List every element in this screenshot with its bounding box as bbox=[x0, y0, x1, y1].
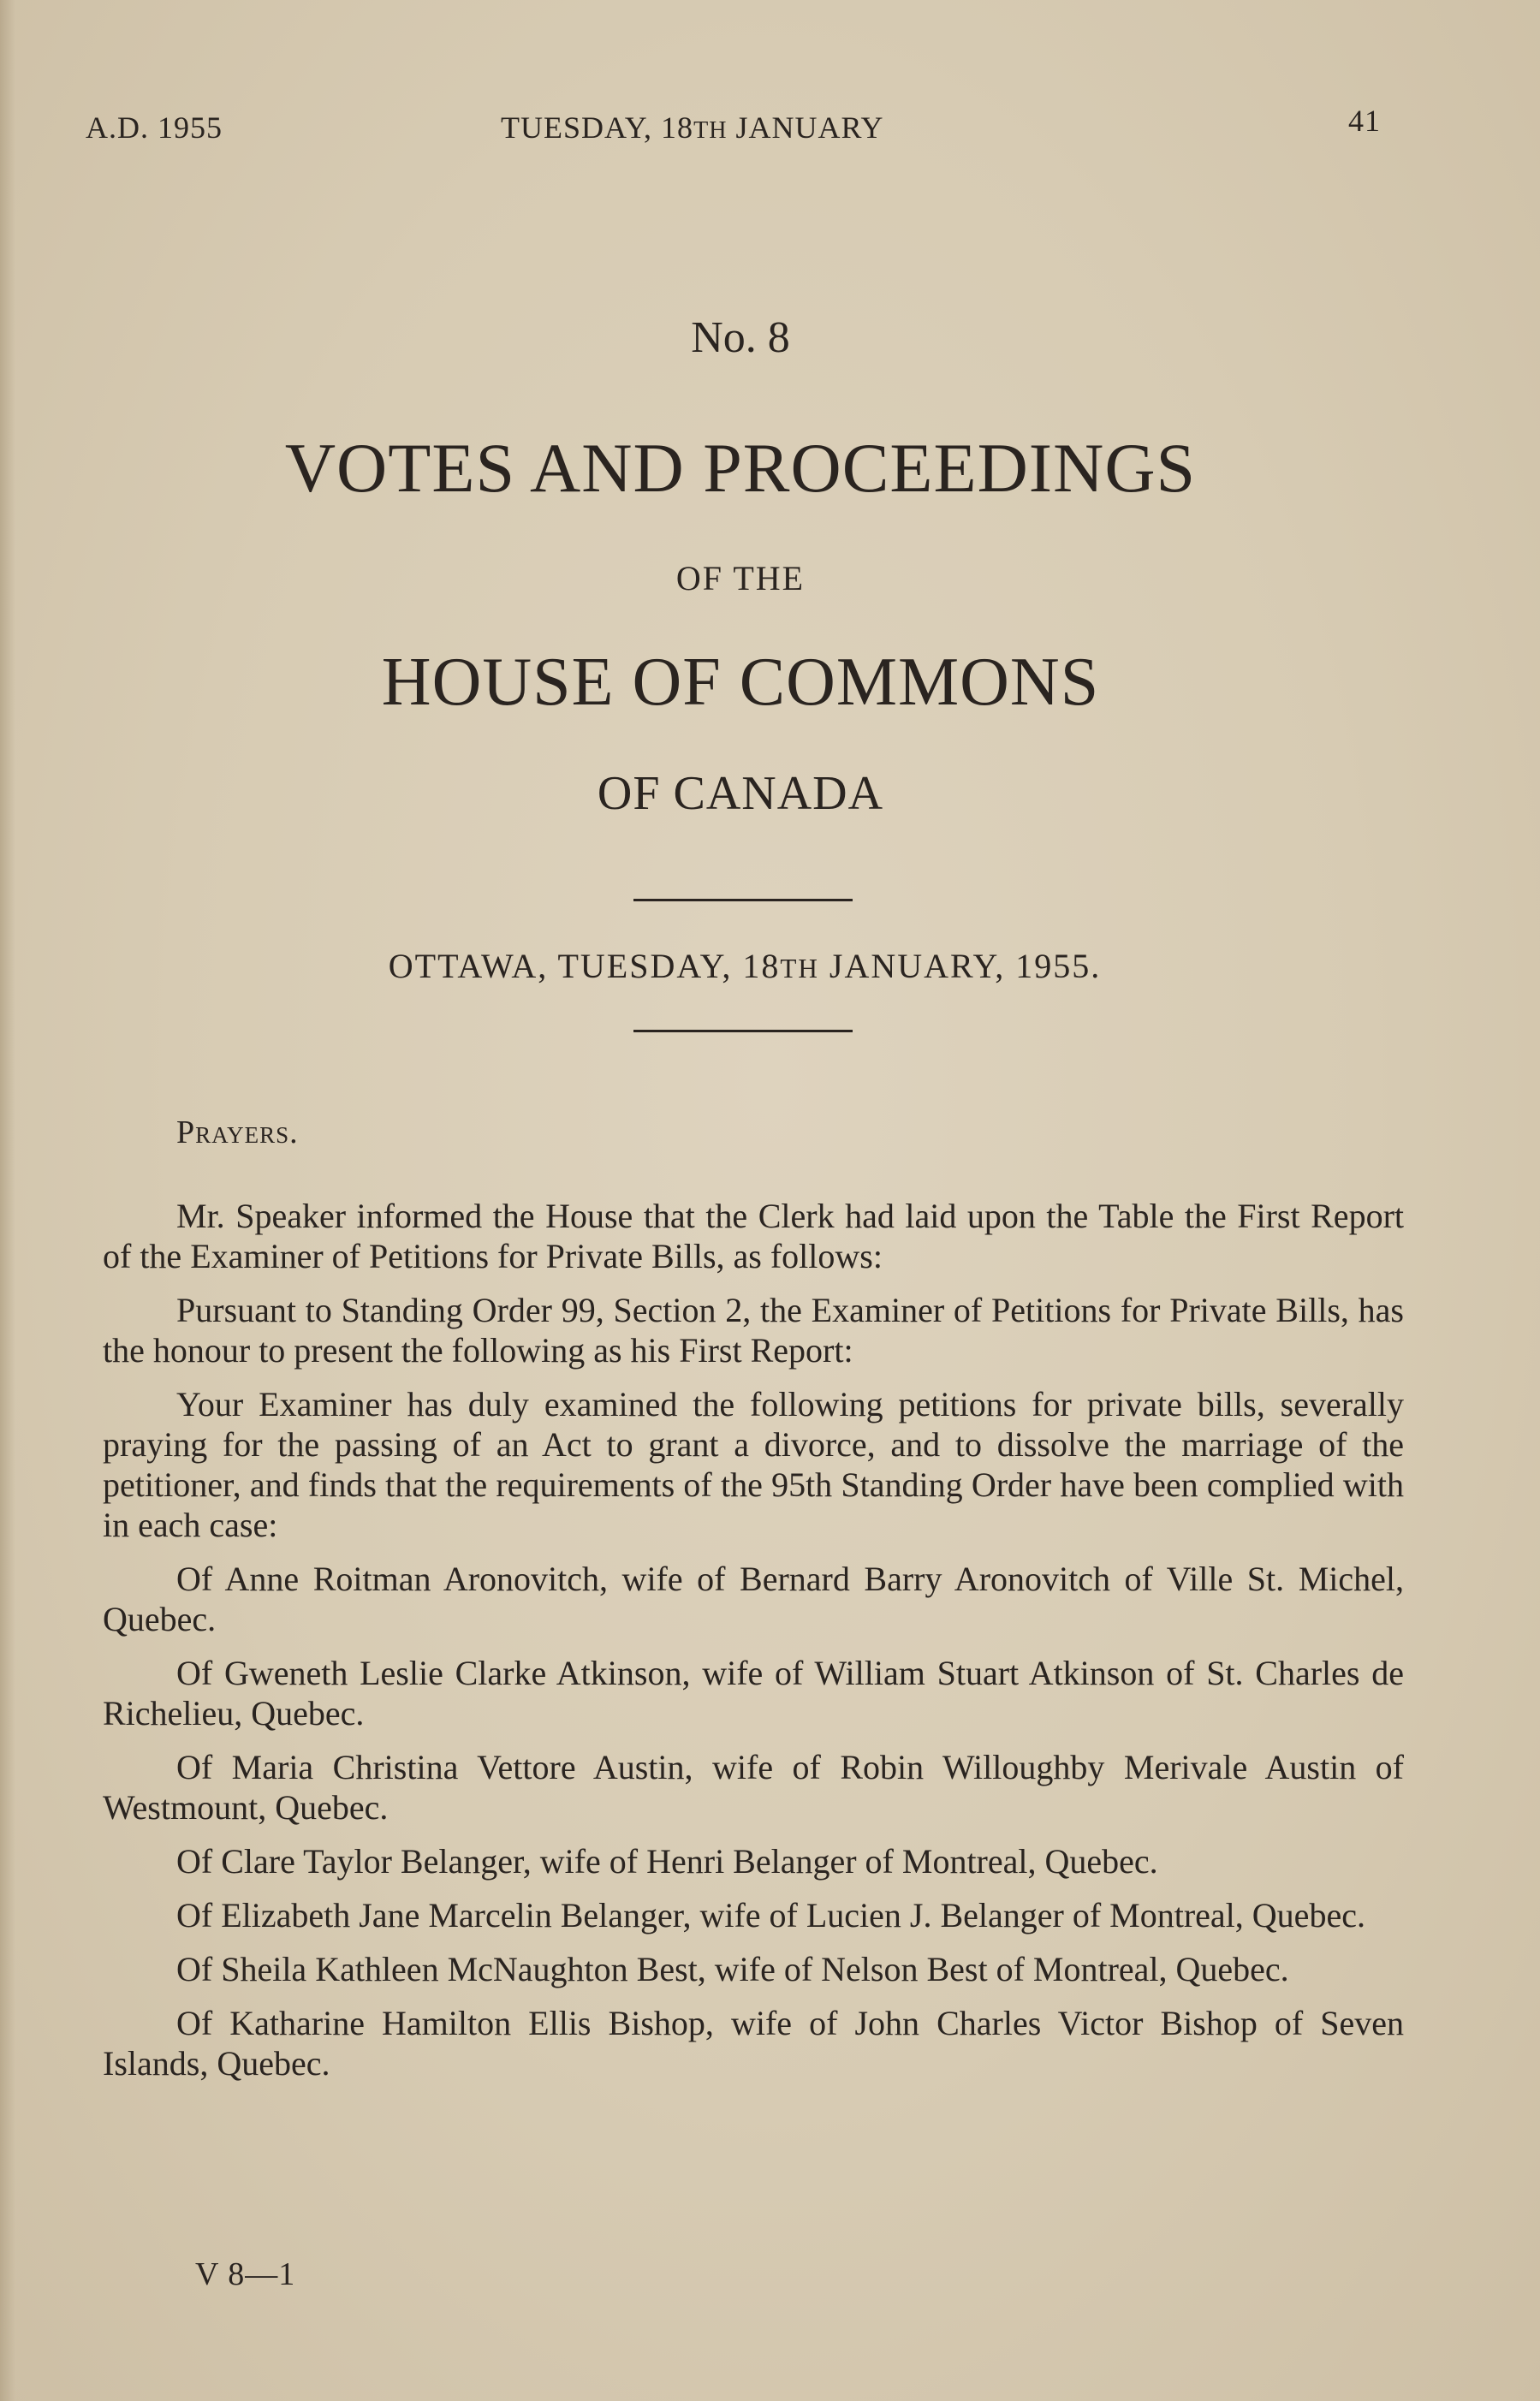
petition-entry: Of Clare Taylor Belanger, wife of Henri Belanger of Montreal, Quebec. bbox=[176, 1842, 1158, 1881]
running-head-date-suffix: TH bbox=[693, 117, 728, 144]
dateline-suffix: TH bbox=[780, 954, 819, 984]
paragraph: Pursuant to Standing Order 99, Section 2, the Examiner of Petitions for Private Bills, has the honour to present the following as his First Report: bbox=[103, 1291, 1404, 1370]
subtitle-house: HOUSE OF COMMONS bbox=[381, 645, 1100, 720]
petition-entry: Of Katharine Hamilton Ellis Bishop, wife of John Charles Victor Bishop of Seven Islands, Quebec. bbox=[103, 2004, 1404, 2083]
body-text bbox=[103, 1113, 1404, 2097]
divider-rule-top bbox=[633, 899, 853, 901]
prayers-heading: Prayers. bbox=[176, 1114, 299, 1150]
petition-entry: Of Anne Roitman Aronovitch, wife of Bernard Barry Aronovitch of Ville St. Michel, Quebec. bbox=[103, 1560, 1404, 1638]
petition-entry: Of Gweneth Leslie Clarke Atkinson, wife of William Stuart Atkinson of St. Charles de Richelieu, Quebec. bbox=[103, 1654, 1404, 1732]
divider-rule-bottom bbox=[633, 1030, 853, 1032]
page-title: VOTES AND PROCEEDINGS bbox=[284, 429, 1197, 507]
dateline-month-year: JANUARY, 1955. bbox=[818, 947, 1102, 985]
petition-entry: Of Sheila Kathleen McNaughton Best, wife of Nelson Best of Montreal, Quebec. bbox=[176, 1950, 1289, 1988]
running-head-date bbox=[501, 110, 884, 146]
page-number: 41 bbox=[1348, 104, 1381, 138]
subtitle-of-the: OF THE bbox=[675, 559, 806, 597]
signature-mark: V 8—1 bbox=[195, 2256, 296, 2292]
issue-number: No. 8 bbox=[691, 313, 790, 362]
running-head-date-month: JANUARY bbox=[727, 110, 884, 145]
dateline bbox=[0, 946, 1489, 986]
petition-entry: Of Maria Christina Vettore Austin, wife of Robin Willoughby Merivale Austin of Westmount, Quebec. bbox=[103, 1748, 1404, 1827]
subtitle-country: OF CANADA bbox=[597, 767, 884, 820]
petition-entry: Of Elizabeth Jane Marcelin Belanger, wife of Lucien J. Belanger of Montreal, Quebec. bbox=[176, 1896, 1365, 1934]
paragraph: Mr. Speaker informed the House that the Clerk had laid upon the Table the First Report of the Examiner of Petitions for Private Bills, as follows: bbox=[103, 1197, 1404, 1275]
running-head-year: A.D. 1955 bbox=[86, 110, 223, 145]
dateline-day: OTTAWA, TUESDAY, 18 bbox=[388, 947, 781, 985]
paragraph: Your Examiner has duly examined the following petitions for private bills, severally praying for the passing of an Act to grant a divorce, and to dissolve the marriage of the petitioner, and finds that the requirements of the 95th Standing Order have been complied with in each case: bbox=[103, 1385, 1404, 1544]
running-head-date-day: TUESDAY, 18 bbox=[501, 110, 694, 145]
